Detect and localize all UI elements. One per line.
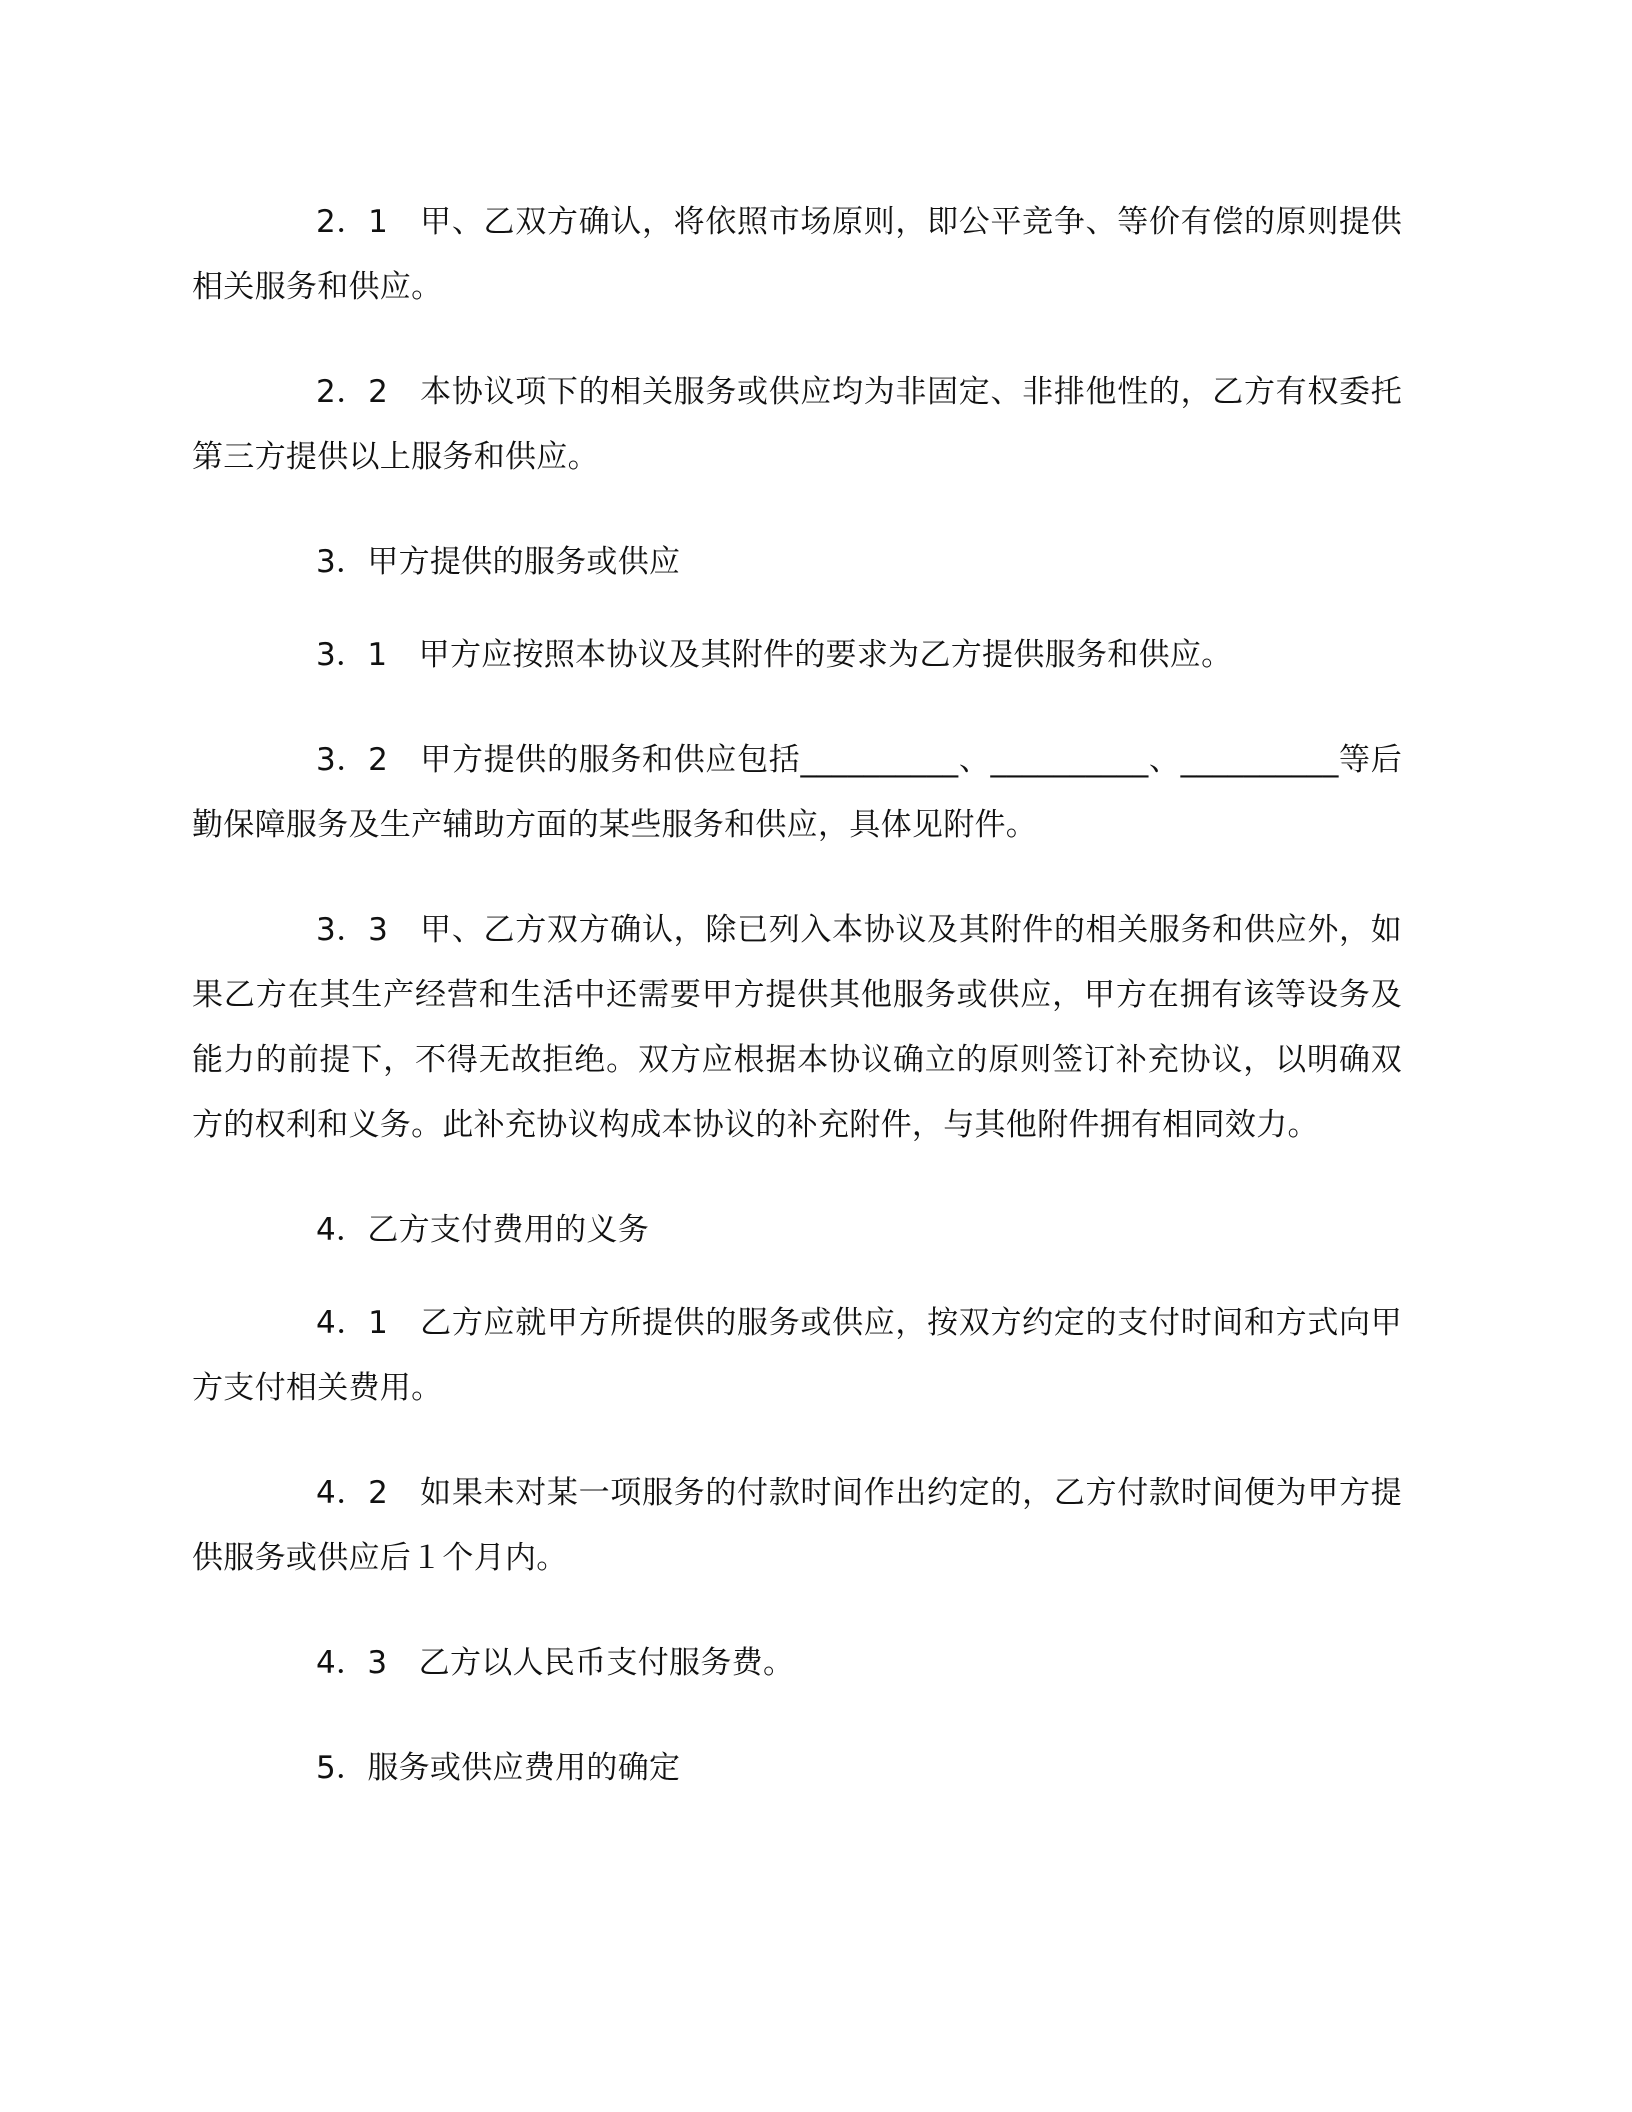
clause-2-2: 2．2 本协议项下的相关服务或供应均为非固定、非排他性的，乙方有权委托第三方提供以上服务和供应。 [192,374,1402,475]
document-body [192,190,1402,1829]
clause-4-2: 4．2 如果未对某一项服务的付款时间作出约定的，乙方付款时间便为甲方提供服务或供应后１个月内。 [192,1475,1402,1576]
section-5-heading: 5．服务或供应费用的确定 [316,1750,681,1786]
section-3-heading: 3．甲方提供的服务或供应 [316,544,681,580]
section-4-heading: 4．乙方支付费用的义务 [316,1212,650,1248]
clause-4-1: 4．1 乙方应就甲方所提供的服务或供应，按双方约定的支付时间和方式向甲方支付相关费用。 [192,1305,1402,1406]
clause-4-3: 4．3 乙方以人民币支付服务费。 [316,1645,795,1681]
clause-3-3: 3．3 甲、乙方双方确认，除已列入本协议及其附件的相关服务和供应外，如果乙方在其生产经营和生活中还需要甲方提供其他服务或供应，甲方在拥有该等设务及能力的前提下，不得无故拒绝。双方应根据本协议确立的原则签订补充协议，以明确双方的权利和义务。此补充协议构成本协议的补充附件，与其他附件拥有相同效力。 [192,912,1402,1143]
clause-3-1: 3．1 甲方应按照本协议及其附件的要求为乙方提供服务和供应。 [316,637,1233,673]
clause-2-1: 2．1 甲、乙双方确认，将依照市场原则，即公平竞争、等价有偿的原则提供相关服务和供应。 [192,204,1402,305]
clause-3-2: 3．2 甲方提供的服务和供应包括__________、__________、__________等后勤保障服务及生产辅助方面的某些服务和供应，具体见附件。 [192,742,1402,843]
